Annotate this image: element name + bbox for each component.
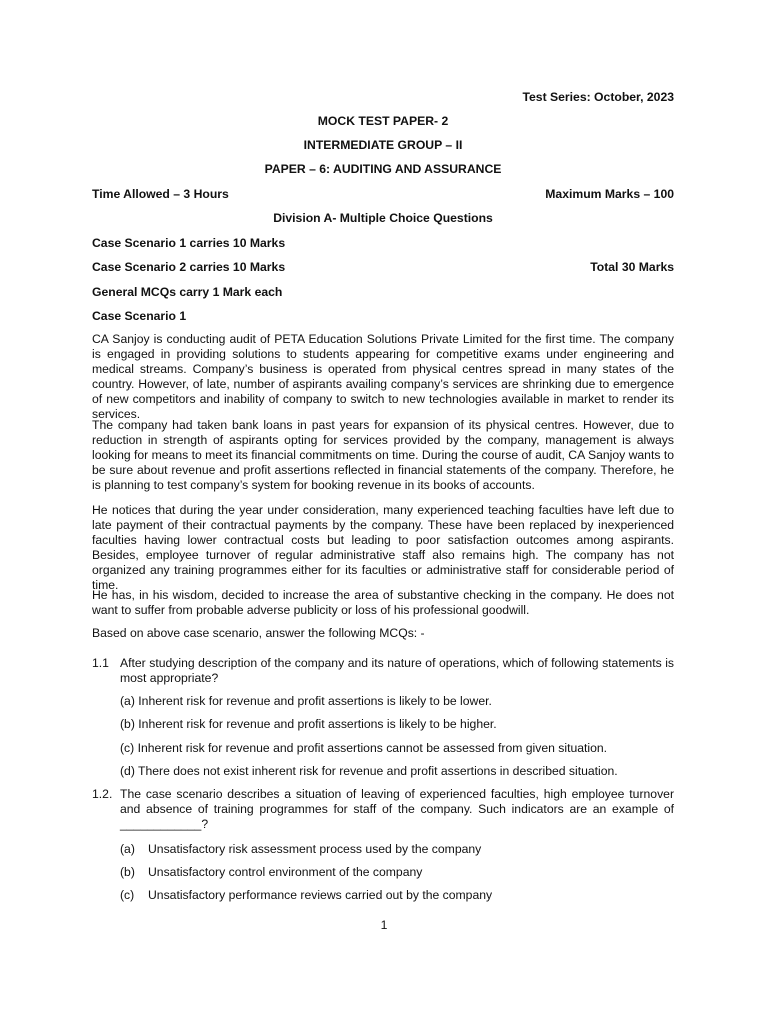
case-scenario-2-marks: Case Scenario 2 carries 10 Marks (92, 260, 286, 274)
option-text: (d) There does not exist inherent risk for revenue and profit assertions in described situation. (120, 764, 618, 778)
option-text: (a) Inherent risk for revenue and profit assertions is likely to be lower. (120, 694, 492, 708)
paragraph-3: He notices that during the year under consideration, many experienced teaching faculties have left due to late payment of their contractual payments by the company. These have been replaced by inexperienced faculties having lower contractual costs but leading to poor satisfaction outcomes among aspirants. Besides, employee turnover of regular administrative staff also remains high. The company has not organized any training programmes either for its faculties or administrative staff for considerable period of time. (92, 503, 674, 592)
option-label: (b) (120, 865, 135, 879)
page-number: 1 (380, 918, 388, 932)
time-marks-row (92, 187, 674, 202)
question-number: 1.1 (92, 656, 109, 670)
paragraph-1: CA Sanjoy is conducting audit of PETA Education Solutions Private Limited for the first time. The company is engaged in providing solutions to students appearing for competitive exams under engineering and medical streams. Company’s business is operated from physical centres spread in many states of the country. However, of late, number of aspirants availing company’s services are shrinking due to emergence of new competitors and inability of company to switch to new technologies available in market to render its services. (92, 332, 674, 421)
option-text: (c) Inherent risk for revenue and profit assertions cannot be assessed from given situation. (120, 741, 608, 755)
option-text: Unsatisfactory risk assessment process used by the company (148, 842, 482, 856)
question-text: The case scenario describes a situation of leaving of experienced faculties, high employee turnover and absence of training programmes for staff of the company. Such indicators are an example of ____________? (120, 787, 674, 831)
general-mcq-marks: General MCQs carry 1 Mark each (92, 285, 283, 299)
maximum-marks: Maximum Marks – 100 (545, 187, 674, 201)
paper-title: MOCK TEST PAPER- 2 (317, 114, 449, 128)
total-marks: Total 30 Marks (590, 260, 674, 274)
question-text: After studying description of the company and its nature of operations, which of following statements is most appropriate? (120, 656, 674, 685)
subject-title: PAPER – 6: AUDITING AND ASSURANCE (264, 162, 502, 176)
case-scenario-1-marks: Case Scenario 1 carries 10 Marks (92, 236, 286, 250)
paragraph-4: He has, in his wisdom, decided to increase the area of substantive checking in the company. He does not want to suffer from probable adverse publicity or loss of his professional goodwill. (92, 588, 674, 617)
option-text: (b) Inherent risk for revenue and profit assertions is likely to be higher. (120, 717, 497, 731)
question-number: 1.2. (92, 787, 113, 801)
case-scenario-2-row (92, 260, 674, 275)
option-text: Unsatisfactory performance reviews carried out by the company (148, 888, 493, 902)
option-text: Unsatisfactory control environment of the company (148, 865, 423, 879)
question-1-1 (92, 656, 674, 686)
division-heading: Division A- Multiple Choice Questions (273, 211, 493, 225)
paragraph-5: Based on above case scenario, answer the following MCQs: - (92, 626, 425, 640)
test-series: Test Series: October, 2023 (522, 90, 674, 104)
case-scenario-heading: Case Scenario 1 (92, 309, 187, 323)
group-title: INTERMEDIATE GROUP – II (303, 138, 463, 152)
option-label: (a) (120, 842, 135, 856)
paragraph-2: The company had taken bank loans in past years for expansion of its physical centres. However, due to reduction in strength of aspirants opting for services provided by the company, management is always looking for means to meet its financial commitments on time. During the course of audit, CA Sanjoy wants to be sure about revenue and profit assertions reflected in financial statements of the company. Therefore, he is planning to test company’s system for booking revenue in its books of accounts. (92, 418, 674, 492)
question-1-2 (92, 787, 674, 832)
time-allowed: Time Allowed – 3 Hours (92, 187, 229, 201)
option-label: (c) (120, 888, 135, 902)
